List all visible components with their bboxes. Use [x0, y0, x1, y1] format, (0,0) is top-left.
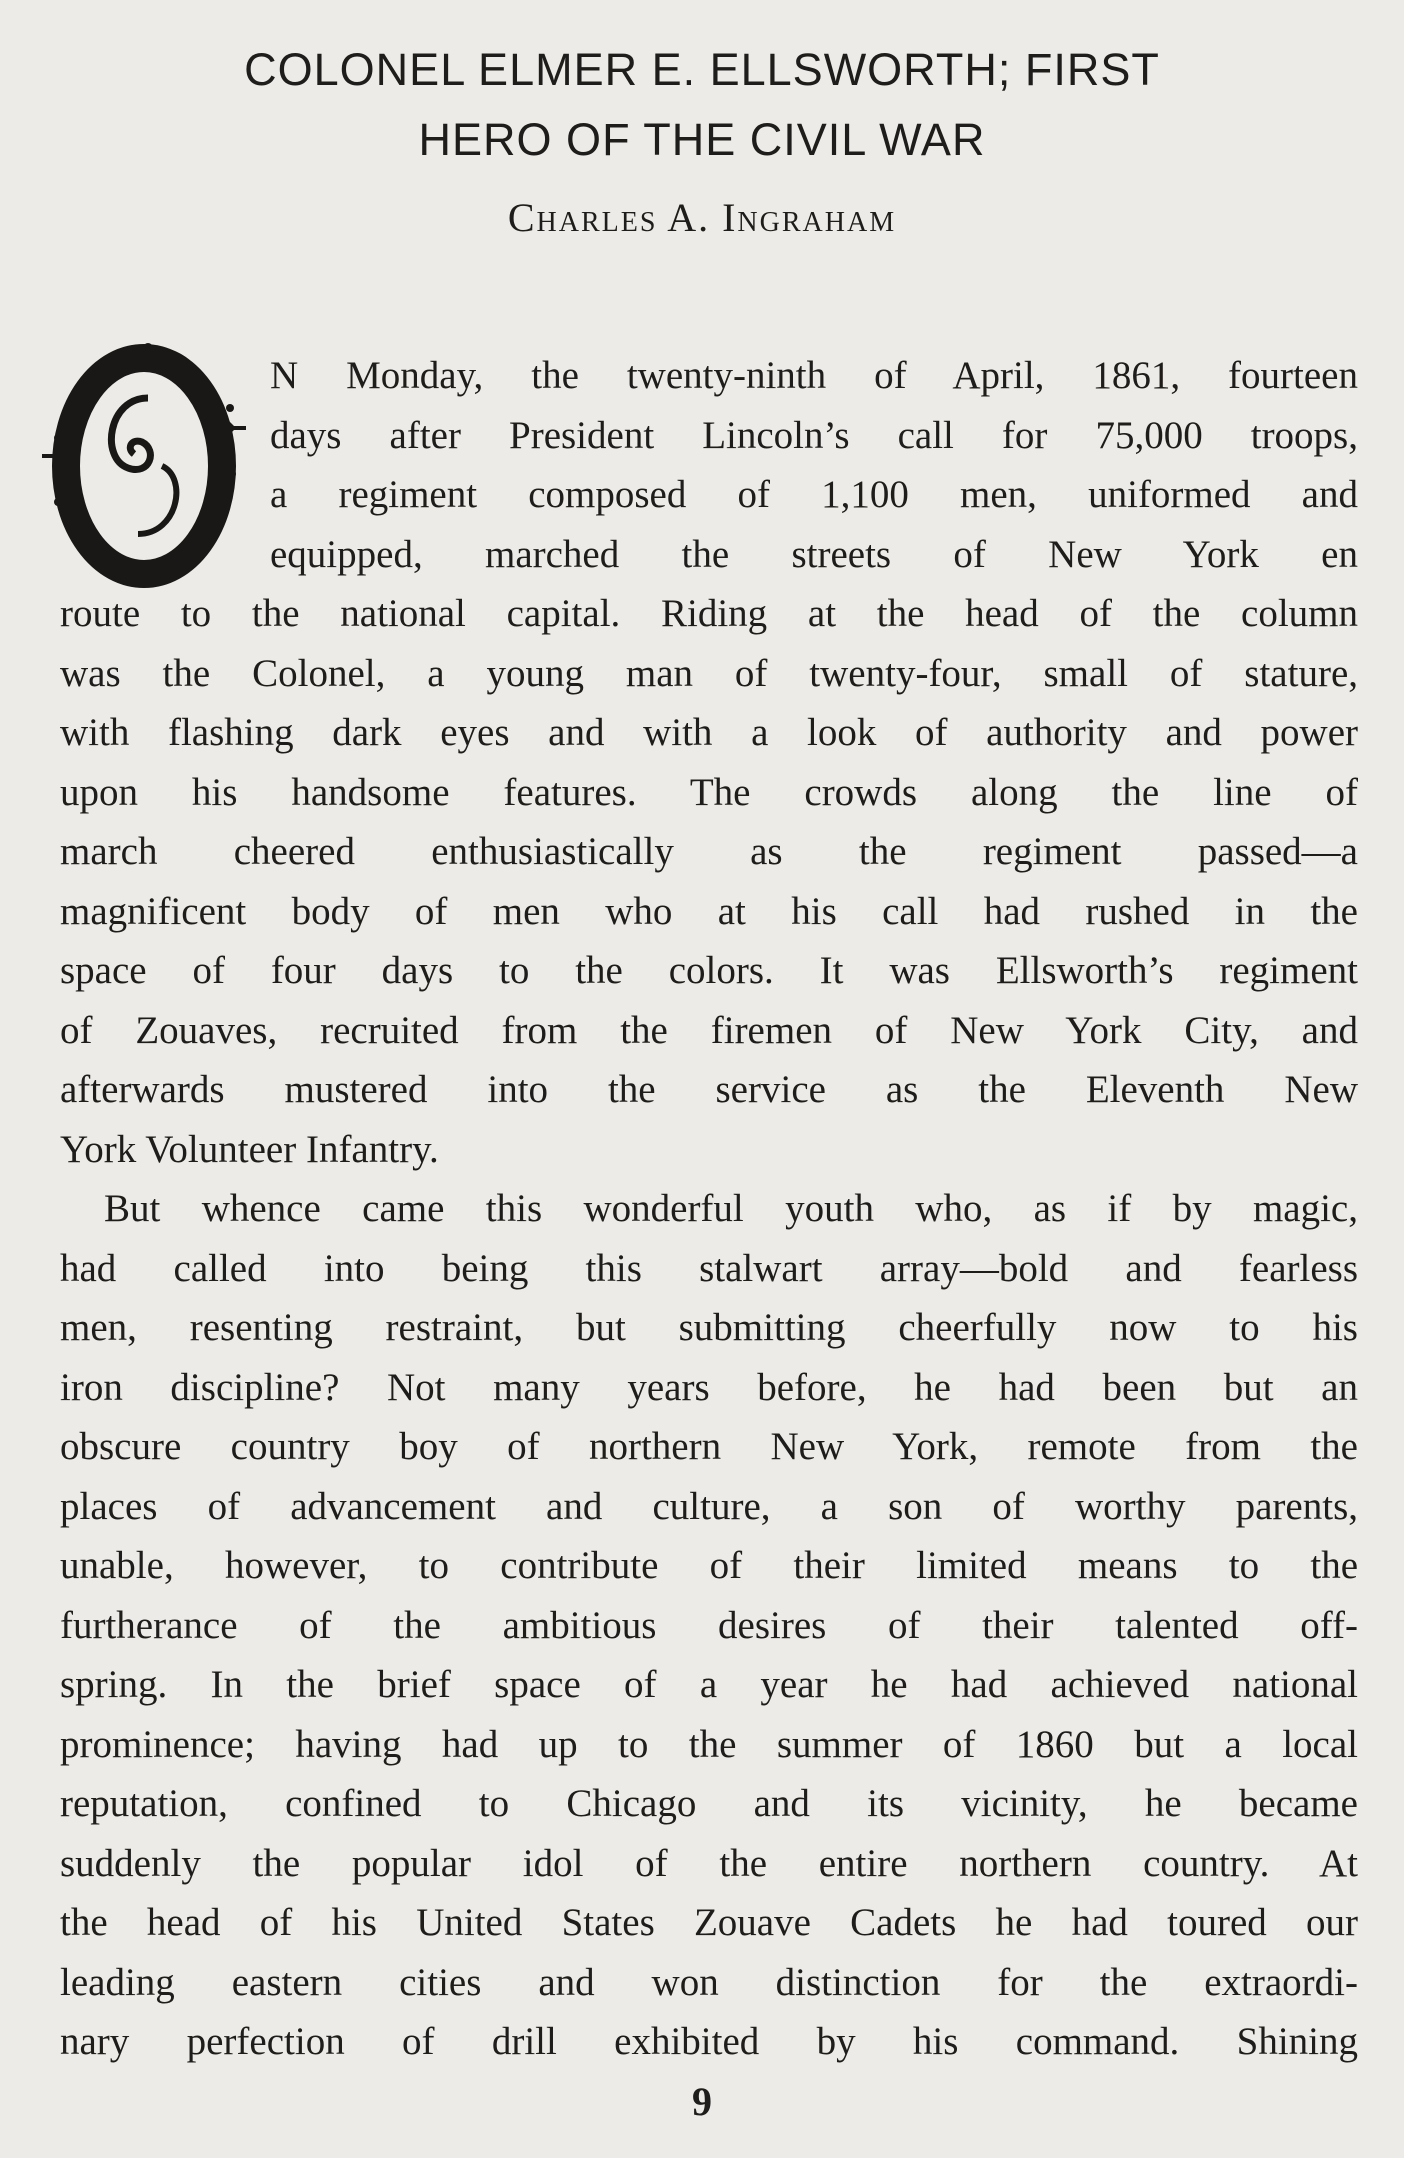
body-line: of Zouaves, recruited from the firemen of New York City, and: [60, 1008, 1358, 1052]
body-line: places of advancement and culture, a son of worthy parents,: [60, 1484, 1358, 1528]
article-body: [60, 346, 1358, 2072]
body-line: a regiment composed of 1,100 men, uniformed and: [270, 473, 1358, 516]
body-line: York Volunteer Infantry.: [60, 1127, 439, 1171]
article-title-line-1: COLONEL ELMER E. ELLSWORTH; FIRST: [244, 44, 1160, 95]
body-line: obscure country boy of northern New York, remote from the: [60, 1425, 1358, 1468]
body-line: upon his handsome features. The crowds along the line of: [60, 770, 1358, 814]
body-line: leading eastern cities and won distinction for the extraordi-: [60, 1960, 1358, 2004]
body-line: magnificent body of men who at his call had rushed in the: [60, 889, 1358, 933]
body-line: equipped, marched the streets of New York en: [270, 532, 1358, 576]
body-line: suddenly the popular idol of the entire northern country. At: [60, 1841, 1358, 1885]
body-line: with flashing dark eyes and with a look of authority and power: [60, 711, 1358, 754]
body-line: had called into being this stalwart array—bold and fearless: [60, 1246, 1358, 1290]
body-line: route to the national capital. Riding at the head of the column: [60, 592, 1358, 635]
page-number: 9: [692, 2079, 712, 2124]
body-line: prominence; having had up to the summer of 1860 but a local: [60, 1722, 1358, 1766]
body-line: days after President Lincoln’s call for 75,000 troops,: [270, 413, 1358, 457]
body-line: spring. In the brief space of a year he had achieved national: [60, 1663, 1358, 1706]
body-line: But whence came this wonderful youth who, as if by magic,: [104, 1187, 1358, 1230]
body-line: N Monday, the twenty-ninth of April, 1861, fourteen: [270, 354, 1358, 397]
article-title-line-2: HERO OF THE CIVIL WAR: [418, 114, 986, 165]
body-line: was the Colonel, a young man of twenty-four, small of stature,: [60, 651, 1358, 695]
body-line: afterwards mustered into the service as the Eleventh New: [60, 1068, 1358, 1111]
body-line: iron discipline? Not many years before, he had been but an: [60, 1365, 1358, 1409]
body-line: unable, however, to contribute of their limited means to the: [60, 1544, 1358, 1587]
author-byline: Charles A. Ingraham: [507, 195, 897, 240]
body-line: nary perfection of drill exhibited by his command. Shining: [60, 2020, 1358, 2063]
body-line: the head of his United States Zouave Cadets he had toured our: [60, 1901, 1358, 1944]
body-line: furtherance of the ambitious desires of their talented off-: [60, 1603, 1358, 1647]
body-line: reputation, confined to Chicago and its vicinity, he became: [60, 1782, 1358, 1825]
body-line: space of four days to the colors. It was Ellsworth’s regiment: [60, 949, 1358, 992]
body-line: march cheered enthusiastically as the regiment passed—a: [60, 830, 1358, 873]
body-line: men, resenting restraint, but submitting cheerfully now to his: [60, 1306, 1358, 1349]
